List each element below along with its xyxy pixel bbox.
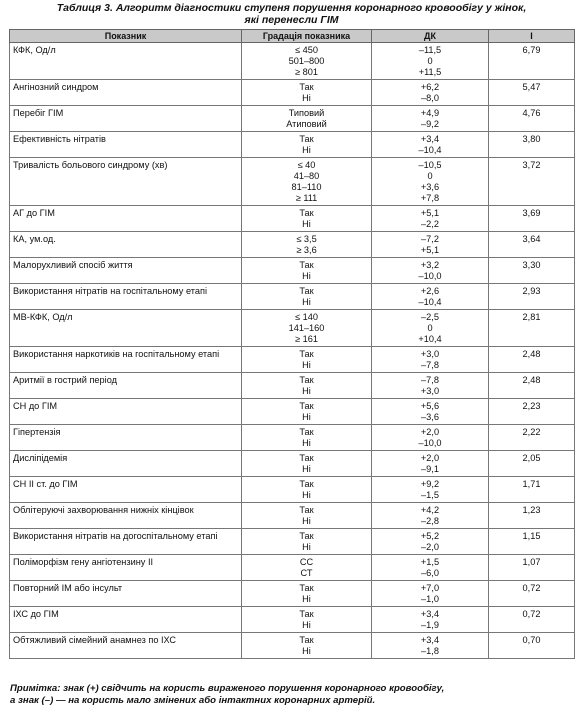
gradation-value: Так [299,609,314,619]
dk-value: –10,4 [418,297,442,307]
dk-value: –9,1 [421,464,439,474]
dk-cell [372,555,489,581]
gradation-value: Ні [302,412,311,422]
indicator-cell: Гіпертензія [10,425,242,451]
dk-cell [372,451,489,477]
indicator-cell: МВ-КФК, Од/л [10,310,242,347]
dk-cell [372,347,489,373]
dk-cell [372,232,489,258]
gradation-value: Ні [302,516,311,526]
indicator-cell: Ефективність нітратів [10,132,242,158]
gradation-value: Ні [302,438,311,448]
gradation-value: Так [299,401,314,411]
table-body [10,43,575,659]
indicator-cell: Обтяжливий сімейний анамнез по ІХС [10,633,242,659]
i-value-cell: 0,72 [489,607,575,633]
dk-value: +3,6 [420,182,440,192]
gradation-cell [242,581,372,607]
i-value-cell: 2,23 [489,399,575,425]
gradation-value: Так [299,82,314,92]
dk-cell [372,158,489,206]
dk-value: +5,2 [420,531,440,541]
i-value-cell: 3,64 [489,232,575,258]
i-value-cell: 0,72 [489,581,575,607]
gradation-value: Ні [302,490,311,500]
dk-cell [372,80,489,106]
gradation-cell [242,373,372,399]
gradation-value: Ні [302,145,311,155]
gradation-value: Так [299,635,314,645]
indicator-cell: КФК, Од/л [10,43,242,80]
gradation-cell [242,158,372,206]
dk-cell [372,607,489,633]
gradation-value: Так [299,260,314,270]
indicator-cell: Поліморфізм гену ангіотензину ІІ [10,555,242,581]
dk-cell [372,529,489,555]
indicator-cell: КА, ум.од. [10,232,242,258]
gradation-value: ≤ 450 [295,45,318,55]
table-row [10,555,575,581]
dk-value: +3,4 [420,134,440,144]
table-row [10,43,575,80]
indicator-cell: АГ до ГІМ [10,206,242,232]
gradation-value: Так [299,479,314,489]
gradation-cell [242,284,372,310]
dk-value: –10,4 [418,145,442,155]
gradation-value: Ні [302,620,311,630]
indicator-cell: Малорухливий спосіб життя [10,258,242,284]
table-row [10,206,575,232]
gradation-value: Ні [302,219,311,229]
indicator-cell: Використання нітратів на догоспітальному етапі [10,529,242,555]
dk-cell [372,284,489,310]
table-row [10,232,575,258]
title-line-2: які перенесли ГІМ [244,14,339,26]
i-value-cell: 1,71 [489,477,575,503]
table-row [10,451,575,477]
gradation-value: Так [299,583,314,593]
dk-value: +3,0 [420,349,440,359]
gradation-cell [242,232,372,258]
gradation-value: Ні [302,646,311,656]
indicator-cell: Ангінозний синдром [10,80,242,106]
dk-value: –8,0 [421,93,439,103]
i-value-cell: 1,07 [489,555,575,581]
dk-cell [372,106,489,132]
gradation-value: ≥ 111 [295,193,318,203]
gradation-value: Типовий [288,108,325,118]
gradation-cell [242,310,372,347]
dk-value: –1,5 [421,490,439,500]
dk-cell [372,43,489,80]
header-dk: ДК [372,30,489,43]
i-value-cell: 3,80 [489,132,575,158]
table-row [10,284,575,310]
dk-value: –7,8 [421,360,439,370]
table-row [10,607,575,633]
gradation-cell [242,633,372,659]
table-row [10,258,575,284]
i-value-cell: 3,69 [489,206,575,232]
gradation-cell [242,43,372,80]
dk-value: –10,0 [418,271,442,281]
table-row [10,347,575,373]
dk-value: +4,2 [420,505,440,515]
gradation-value: Так [299,375,314,385]
dk-value: –2,2 [421,219,439,229]
gradation-value: Так [299,505,314,515]
dk-value: –2,0 [421,542,439,552]
footnote-line-1: Примітка: знак (+) свідчить на користь вираженого порушення коронарного кровообігу, [10,683,445,694]
gradation-value: СС [299,557,314,567]
gradation-value: Ні [302,360,311,370]
gradation-value: Так [299,453,314,463]
indicator-cell: СН до ГІМ [10,399,242,425]
dk-value: +2,0 [420,427,440,437]
header-gradation: Градація показника [242,30,372,43]
dk-value: –3,6 [421,412,439,422]
header-indicator: Показник [10,30,242,43]
indicator-cell: Тривалість больового синдрому (хв) [10,158,242,206]
dk-value: –1,9 [421,620,439,630]
gradation-value: СТ [300,568,313,578]
dk-cell [372,633,489,659]
i-value-cell: 2,48 [489,347,575,373]
gradation-value: ≤ 140 [295,312,318,322]
gradation-value: Ні [302,271,311,281]
table-row [10,633,575,659]
table-row [10,132,575,158]
dk-value: +10,4 [418,334,442,344]
table-header-row [10,30,575,43]
indicator-cell: Повторний ІМ або інсульт [10,581,242,607]
gradation-cell [242,555,372,581]
dk-cell [372,581,489,607]
i-value-cell: 3,72 [489,158,575,206]
table-row [10,80,575,106]
dk-cell [372,132,489,158]
gradation-value: 501–800 [288,56,325,66]
indicator-cell: Дисліпідемія [10,451,242,477]
dk-value: +5,1 [420,245,440,255]
dk-value: 0 [427,56,433,66]
dk-value: –11,5 [418,45,442,55]
table-row [10,158,575,206]
indicator-cell: Облітеруючі захворювання нижніх кінцівок [10,503,242,529]
title-line-1: Таблиця 3. Алгоритм діагностики ступеня порушення коронарного кровообігу у жінок, [56,2,527,14]
gradation-cell [242,106,372,132]
dk-value: –1,0 [421,594,439,604]
dk-value: +3,4 [420,609,440,619]
dk-value: +3,0 [420,386,440,396]
gradation-cell [242,503,372,529]
gradation-cell [242,607,372,633]
dk-value: +2,6 [420,286,440,296]
gradation-value: ≤ 40 [297,160,316,170]
dk-cell [372,477,489,503]
dk-cell [372,258,489,284]
dk-value: +7,8 [420,193,440,203]
i-value-cell: 3,30 [489,258,575,284]
gradation-cell [242,80,372,106]
table-row [10,529,575,555]
dk-value: –7,8 [421,375,439,385]
gradation-value: Так [299,349,314,359]
dk-value: –6,0 [421,568,439,578]
dk-cell [372,425,489,451]
dk-cell [372,373,489,399]
dk-value: +6,2 [420,82,440,92]
gradation-value: ≥ 3,6 [296,245,317,255]
dk-value: 0 [427,171,433,181]
dk-value: –10,5 [418,160,442,170]
gradation-value: Ні [302,464,311,474]
indicator-cell: ІХС до ГІМ [10,607,242,633]
gradation-value: Так [299,531,314,541]
gradation-value: Ні [302,594,311,604]
dk-value: +2,0 [420,453,440,463]
dk-value: +3,4 [420,635,440,645]
table-title [0,0,583,28]
dk-value: –10,0 [418,438,442,448]
i-value-cell: 2,93 [489,284,575,310]
dk-value: –7,2 [421,234,439,244]
gradation-cell [242,258,372,284]
diagnostic-table [9,29,575,659]
indicator-cell: Аритмії в гострий період [10,373,242,399]
gradation-value: Так [299,208,314,218]
table-row [10,581,575,607]
gradation-value: Ні [302,93,311,103]
gradation-value: Так [299,427,314,437]
dk-value: +7,0 [420,583,440,593]
i-value-cell: 2,48 [489,373,575,399]
dk-cell [372,399,489,425]
gradation-cell [242,132,372,158]
table-row [10,503,575,529]
gradation-cell [242,477,372,503]
i-value-cell: 2,05 [489,451,575,477]
gradation-value: 141–160 [288,323,325,333]
dk-value: –2,5 [421,312,439,322]
i-value-cell: 0,70 [489,633,575,659]
gradation-cell [242,425,372,451]
gradation-value: Так [299,286,314,296]
gradation-value: 81–110 [291,182,322,192]
gradation-cell [242,529,372,555]
table-row [10,425,575,451]
dk-value: +11,5 [418,67,442,77]
i-value-cell: 1,15 [489,529,575,555]
indicator-cell: Використання наркотиків на госпітальному етапі [10,347,242,373]
gradation-value: 41–80 [293,171,320,181]
dk-value: –9,2 [421,119,439,129]
dk-value: +3,2 [420,260,440,270]
dk-cell [372,503,489,529]
gradation-value: Ні [302,542,311,552]
indicator-cell: СН ІІ ст. до ГІМ [10,477,242,503]
gradation-value: Ні [302,297,311,307]
gradation-cell [242,399,372,425]
table-row [10,373,575,399]
dk-value: –2,8 [421,516,439,526]
i-value-cell: 2,81 [489,310,575,347]
footnote [10,683,575,707]
gradation-value: ≤ 3,5 [296,234,317,244]
indicator-cell: Використання нітратів на госпітальному етапі [10,284,242,310]
i-value-cell: 4,76 [489,106,575,132]
i-value-cell: 6,79 [489,43,575,80]
gradation-cell [242,206,372,232]
gradation-value: Атиповий [286,119,327,129]
i-value-cell: 5,47 [489,80,575,106]
dk-value: +9,2 [420,479,440,489]
gradation-value: Ні [302,386,311,396]
gradation-cell [242,451,372,477]
gradation-value: Так [299,134,314,144]
gradation-value: ≥ 801 [295,67,318,77]
dk-value: +5,1 [420,208,440,218]
gradation-value: ≥ 161 [295,334,318,344]
dk-value: +4,9 [420,108,440,118]
i-value-cell: 2,22 [489,425,575,451]
table-row [10,477,575,503]
table-row [10,399,575,425]
gradation-cell [242,347,372,373]
header-i: I [489,30,575,43]
table-row [10,106,575,132]
dk-cell [372,206,489,232]
i-value-cell: 1,23 [489,503,575,529]
indicator-cell: Перебіг ГІМ [10,106,242,132]
dk-cell [372,310,489,347]
footnote-line-2: а знак (–) — на користь мало змінених або інтактних коронарних артерій. [10,695,376,706]
dk-value: 0 [427,323,433,333]
dk-value: +5,6 [420,401,440,411]
table-row [10,310,575,347]
dk-value: +1,5 [420,557,440,567]
dk-value: –1,8 [421,646,439,656]
